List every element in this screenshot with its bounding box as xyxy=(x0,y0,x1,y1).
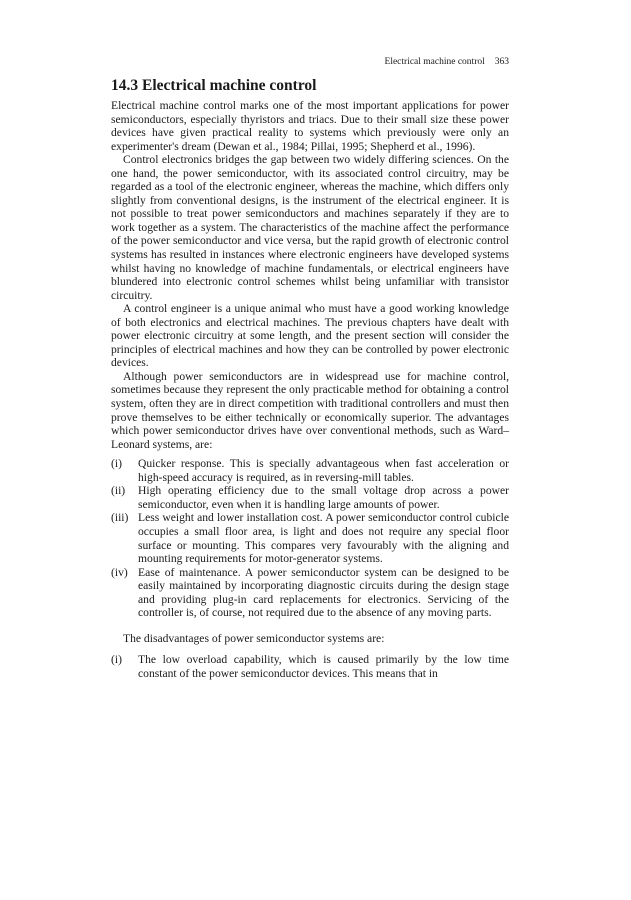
list-marker: (i) xyxy=(111,653,122,667)
list-item-text: The low overload capability, which is caused primarily by the low time constant of the power semiconductor devices. This means that in xyxy=(138,653,509,680)
list-item xyxy=(111,653,509,680)
paragraph-control-electronics: Control electronics bridges the gap between two widely differing sciences. On the one hand, the power semiconductor, with its associated control circuitry, may be regarded as a tool of the electronic engineer, whereas the machine, which differs only slightly from conventional designs, is the instrument of the electrical engineer. It is not possible to treat power semiconductors and machines separately if they are to work together as a system. The characteristics of the machine affect the performance of the power semiconductor and vice versa, but the rapid growth of electronic control systems has resulted in instances where electronic engineers have developed systems whilst having no knowledge of machine fundamentals, or electrical engineers have blundered into electronic control schemes whilst being unfamiliar with transistor circuitry. xyxy=(111,153,509,302)
list-item-text: Quicker response. This is specially advantageous when fast acceleration or high-speed accuracy is required, as in reversing-mill tables. xyxy=(138,457,509,484)
advantages-list xyxy=(111,457,509,620)
list-item xyxy=(111,511,509,565)
list-marker: (iii) xyxy=(111,511,129,525)
running-title: Electrical machine control xyxy=(384,57,485,67)
list-marker: (ii) xyxy=(111,484,126,498)
book-page xyxy=(111,56,509,680)
list-item xyxy=(111,566,509,620)
list-marker: (iv) xyxy=(111,565,128,579)
list-item-text: High operating efficiency due to the small voltage drop across a power semiconductor, even when it is handling large amounts of power. xyxy=(138,484,509,511)
disadvantages-intro: The disadvantages of power semiconductor systems are: xyxy=(123,631,385,645)
list-item xyxy=(111,484,509,511)
running-head xyxy=(111,56,509,70)
paragraph-advantages-intro: Although power semiconductors are in widespread use for machine control, sometimes because they represent the only practicable method for obtaining a control system, often they are in direct competition with traditional controllers and must then prove themselves to be either technically or economically superior. The advantages which power semiconductor drives have over conventional methods, such as Ward–Leonard systems, are: xyxy=(111,369,509,451)
section-heading: 14.3 Electrical machine control xyxy=(111,77,317,94)
paragraph-intro: Electrical machine control marks one of the most important applications for power semiconductors, especially thyristors and triacs. Due to their small size these power devices have given practical reality to systems which previously were only an experimenter's dream (Dewan et al., 1984; Pillai, 1995; Shepherd et al., 1996). xyxy=(111,99,509,153)
disadvantages-list xyxy=(111,653,509,680)
list-item-text: Less weight and lower installation cost. A power semiconductor control cubicle occupies a small floor area, is light and does not require any special floor surface or mounting. This compares very favourably with the aligning and mounting requirements for motor-generator systems. xyxy=(138,511,509,566)
list-marker: (i) xyxy=(111,457,122,471)
list-item xyxy=(111,457,509,484)
list-item-text: Ease of maintenance. A power semiconductor system can be designed to be easily maintained by incorporating diagnostic circuits during the design stage and providing plug-in card replacements for electronics. Servicing of the controller is, of course, not required due to the absence of any moving parts. xyxy=(138,565,509,620)
page-number: 363 xyxy=(494,57,509,67)
paragraph-control-engineer: A control engineer is a unique animal who must have a good working knowledge of both electronics and electrical machines. The previous chapters have dealt with power electronic circuitry at some length, and the present section will consider the principles of electrical machines and how they can be controlled by power electronic devices. xyxy=(111,302,509,370)
